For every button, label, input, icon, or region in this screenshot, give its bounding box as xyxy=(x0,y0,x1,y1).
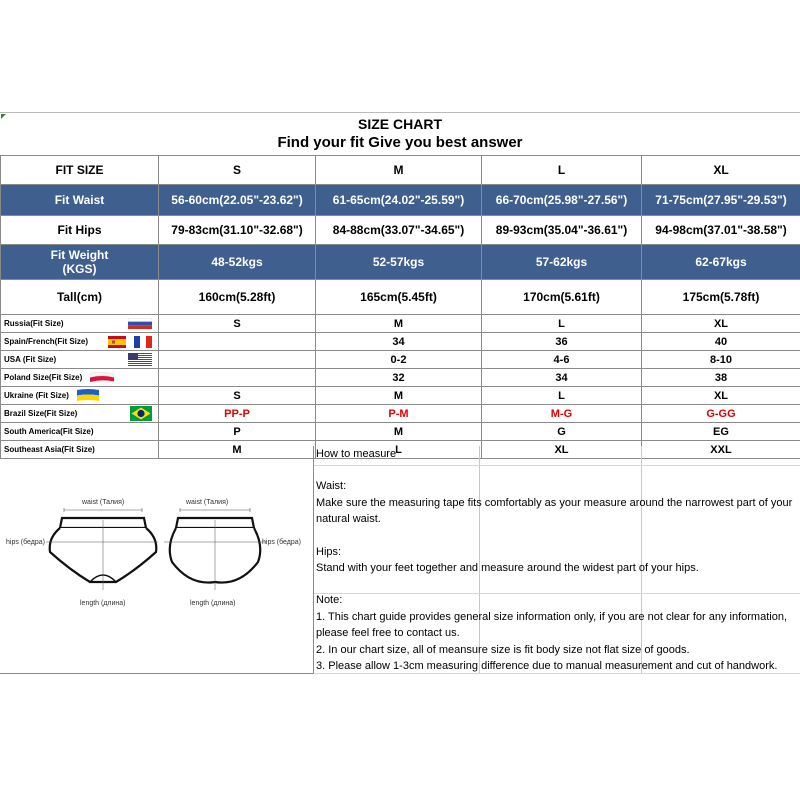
fit-weight-label-line2: (KGS) xyxy=(62,262,97,276)
waist-text-line1: Make sure the measuring tape fits comfortably as your measure around the narrowest part of your xyxy=(316,496,793,509)
country-label xyxy=(1,333,159,351)
spain-m: 34 xyxy=(316,333,482,351)
ukraine-flag-icon xyxy=(77,389,99,402)
title-block xyxy=(0,112,800,156)
ukraine-s: S xyxy=(159,387,316,405)
hips-s: 79-83cm(31.10"-32.68") xyxy=(159,216,316,245)
country-label xyxy=(1,387,159,405)
panties-diagram xyxy=(0,446,314,674)
usa-flag-icon xyxy=(128,353,152,366)
tall-l: 170cm(5.61ft) xyxy=(482,280,642,315)
right-length-label: length (длина) xyxy=(190,600,236,607)
right-hips-label: hips (бедра) xyxy=(262,539,301,546)
spain-l: 36 xyxy=(482,333,642,351)
note2: 2. In our chart size, all of meansure size is fit body size not flat size of goods. xyxy=(316,643,690,656)
country-label-text: USA (Fit Size) xyxy=(4,355,57,364)
russia-m: M xyxy=(316,315,482,333)
country-row-russia xyxy=(1,315,800,333)
note3: 3. Please allow 1-3cm measuring difference due to manual measurement and cut of handwork. xyxy=(316,660,778,673)
south-america-xl: EG xyxy=(642,423,800,441)
brazil-s: PP-P xyxy=(159,405,316,423)
brief-front-icon xyxy=(40,508,165,593)
fit-size-row xyxy=(1,156,800,185)
spain-flag-icon xyxy=(108,336,126,348)
waist-xl: 71-75cm(27.95"-29.53") xyxy=(642,185,800,216)
chart-title: SIZE CHART xyxy=(358,116,442,132)
tall-row xyxy=(1,280,800,315)
south-america-s: P xyxy=(159,423,316,441)
spain-s xyxy=(159,333,316,351)
usa-s xyxy=(159,351,316,369)
russia-flag-icon xyxy=(128,318,152,329)
country-label-text: Russia(Fit Size) xyxy=(4,319,64,328)
poland-l: 34 xyxy=(482,369,642,387)
fit-size-label: FIT SIZE xyxy=(1,156,159,185)
country-label-text: Ukraine (Fit Size) xyxy=(4,391,69,400)
country-label xyxy=(1,351,159,369)
hips-l: 89-93cm(35.04"-36.61") xyxy=(482,216,642,245)
how-to-measure-text xyxy=(316,446,800,674)
chart-subtitle: Find your fit Give you best answer xyxy=(277,134,523,151)
france-flag-icon xyxy=(134,336,152,348)
tall-m: 165cm(5.45ft) xyxy=(316,280,482,315)
country-row-south-america xyxy=(1,423,800,441)
spacer xyxy=(316,528,800,544)
country-label-text: Brazil Size(Fit Size) xyxy=(4,409,78,418)
note-heading: Note: xyxy=(316,594,343,607)
measure-section xyxy=(0,446,800,674)
fit-hips-row xyxy=(1,216,800,245)
southeast-asia-m: L xyxy=(316,441,482,459)
spain-france-flag-icon xyxy=(108,336,152,348)
country-row-usa xyxy=(1,351,800,369)
russia-l: L xyxy=(482,315,642,333)
country-label-text: South America(Fit Size) xyxy=(4,427,94,436)
waist-text-line2: natural waist. xyxy=(316,513,381,526)
southeast-asia-xl: XXL xyxy=(642,441,800,459)
size-m-header: M xyxy=(316,156,482,185)
southeast-asia-s: M xyxy=(159,441,316,459)
weight-l: 57-62kgs xyxy=(482,245,642,280)
brazil-flag-icon xyxy=(130,406,152,421)
size-chart-sheet xyxy=(0,112,800,675)
right-waist-label: waist (Талия) xyxy=(186,499,229,506)
poland-xl: 38 xyxy=(642,369,800,387)
country-label-text: Southeast Asia(Fit Size) xyxy=(4,445,95,454)
waist-heading: Waist: xyxy=(316,480,347,493)
country-label-text: Spain/French(Fit Size) xyxy=(4,337,89,346)
fit-hips-label: Fit Hips xyxy=(1,216,159,245)
fit-waist-label: Fit Waist xyxy=(1,185,159,216)
note1-line1: 1. This chart guide provides general size information only, if you are not clear for any information, xyxy=(316,610,788,623)
country-row-spain-french xyxy=(1,333,800,351)
waist-s: 56-60cm(22.05"-23.62") xyxy=(159,185,316,216)
poland-m: 32 xyxy=(316,369,482,387)
waist-l: 66-70cm(25.98"-27.56") xyxy=(482,185,642,216)
country-label xyxy=(1,405,159,423)
weight-xl: 62-67kgs xyxy=(642,245,800,280)
russia-xl: XL xyxy=(642,315,800,333)
brief-back-icon xyxy=(160,508,270,593)
usa-l: 4-6 xyxy=(482,351,642,369)
usa-m: 0-2 xyxy=(316,351,482,369)
waist-m: 61-65cm(24.02"-25.59") xyxy=(316,185,482,216)
tall-xl: 175cm(5.78ft) xyxy=(642,280,800,315)
size-xl-header: XL xyxy=(642,156,800,185)
poland-flag-icon xyxy=(90,372,114,383)
country-row-ukraine xyxy=(1,387,800,405)
poland-s xyxy=(159,369,316,387)
fit-weight-row xyxy=(1,245,800,280)
brazil-m: P-M xyxy=(316,405,482,423)
spain-xl: 40 xyxy=(642,333,800,351)
ukraine-l: L xyxy=(482,387,642,405)
southeast-asia-l: XL xyxy=(482,441,642,459)
size-l-header: L xyxy=(482,156,642,185)
brazil-l: M-G xyxy=(482,405,642,423)
fit-waist-row xyxy=(1,185,800,216)
fit-weight-label xyxy=(1,245,159,280)
spacer xyxy=(316,576,800,592)
size-table xyxy=(0,155,800,459)
ukraine-xl: XL xyxy=(642,387,800,405)
country-label-text: Poland Size(Fit Size) xyxy=(4,373,83,382)
spacer xyxy=(316,462,800,478)
weight-m: 52-57kgs xyxy=(316,245,482,280)
usa-xl: 8-10 xyxy=(642,351,800,369)
country-label xyxy=(1,369,159,387)
country-label xyxy=(1,315,159,333)
hips-heading: Hips: xyxy=(316,545,342,558)
russia-s: S xyxy=(159,315,316,333)
measure-title: How to measure xyxy=(316,448,397,460)
tall-s: 160cm(5.28ft) xyxy=(159,280,316,315)
left-waist-label: waist (Талия) xyxy=(82,499,125,506)
tall-label: Tall(cm) xyxy=(1,280,159,315)
ukraine-m: M xyxy=(316,387,482,405)
south-america-l: G xyxy=(482,423,642,441)
hips-text: Stand with your feet together and measure around the widest part of your hips. xyxy=(316,562,699,575)
brazil-xl: G-GG xyxy=(642,405,800,423)
fit-weight-label-line1: Fit Weight xyxy=(50,248,109,262)
weight-s: 48-52kgs xyxy=(159,245,316,280)
left-hips-label: hips (бедра) xyxy=(6,539,45,546)
country-label xyxy=(1,423,159,441)
country-row-brazil xyxy=(1,405,800,423)
hips-xl: 94-98cm(37.01"-38.58") xyxy=(642,216,800,245)
country-row-poland xyxy=(1,369,800,387)
size-s-header: S xyxy=(159,156,316,185)
left-length-label: length (длина) xyxy=(80,600,126,607)
south-america-m: M xyxy=(316,423,482,441)
hips-m: 84-88cm(33.07"-34.65") xyxy=(316,216,482,245)
note1-line2: please feel free to contact us. xyxy=(316,627,460,640)
